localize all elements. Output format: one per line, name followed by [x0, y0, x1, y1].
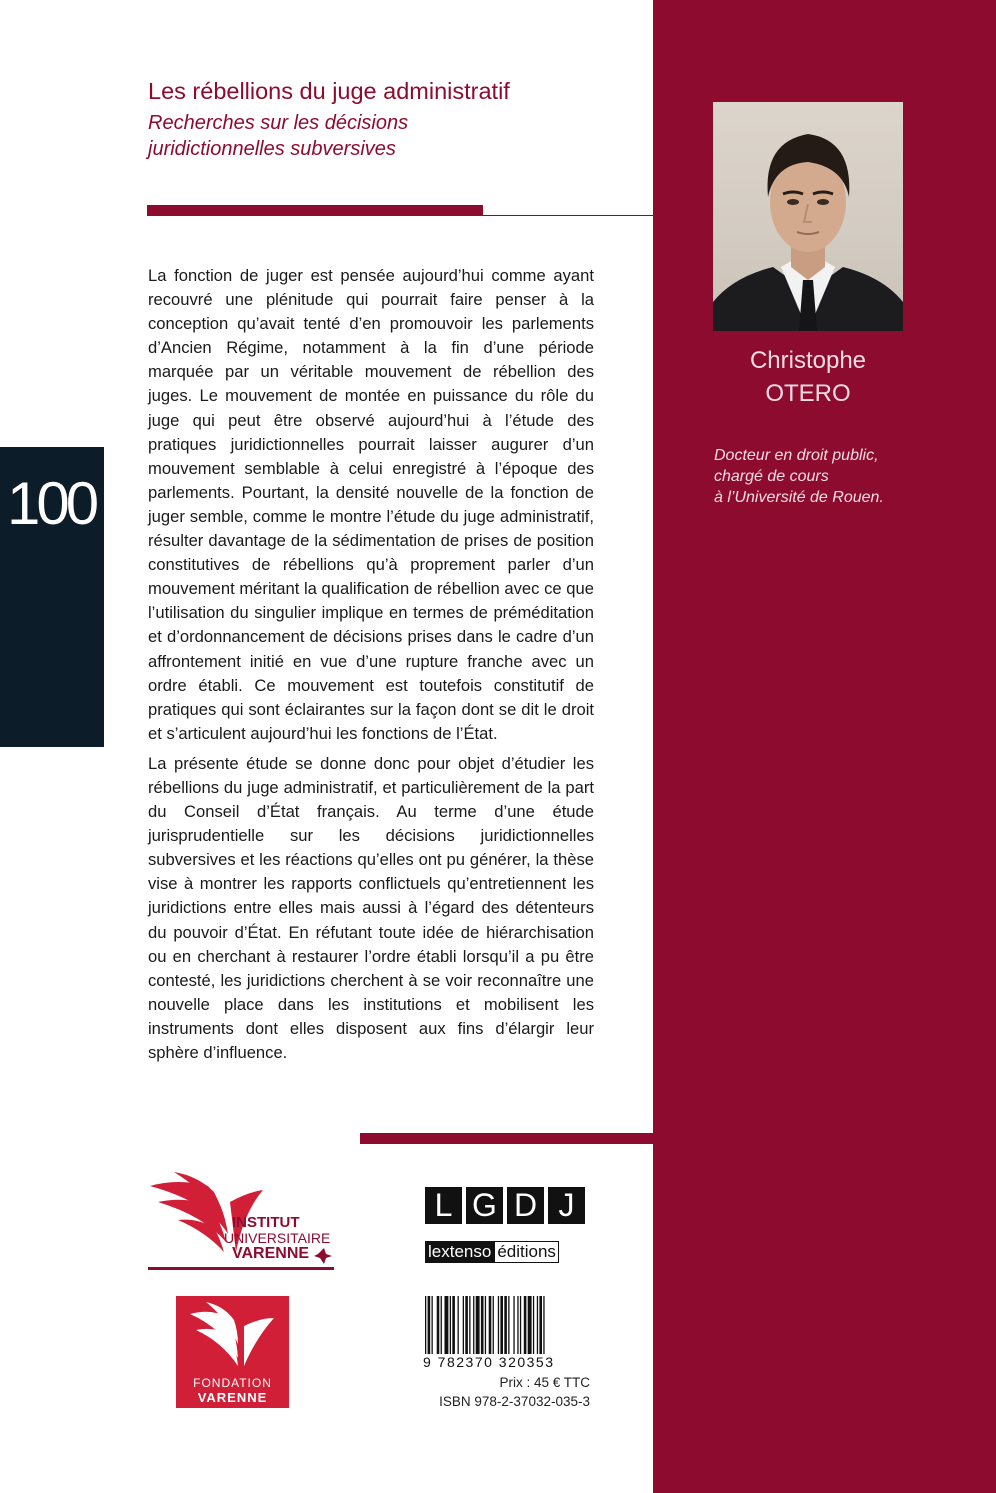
price: Prix : 45 € TTC [499, 1375, 590, 1390]
fondation-bird-icon [176, 1296, 289, 1376]
author-first-name: Christophe [749, 347, 867, 374]
book-subtitle [148, 110, 648, 162]
subtitle-line-1: Recherches sur les décisions [148, 112, 409, 134]
editions-word: éditions [495, 1241, 559, 1263]
author-bio [714, 445, 944, 508]
title-divider [147, 205, 483, 216]
blurb-paragraph-2: La présente étude se donne donc pour objet d’étudier les rébellions du juge administratif, et particulièrement de la part du Conseil d’État français. Au terme d’une étude jurisprudentielle sur les décisions juridictionnelles subversives et les réactions qu’elles ont pu générer, la thèse vise à montrer les rapports conflictuels qu’entretiennent les juridictions entre elles mais aussi à l’égard des détenteurs du pouvoir d’État. En réfutant toute idée de hiérarchisation ou en cherchant à restaurer l’ordre établi lorsqu’il a pu être contesté, les juridictions cherchent à se voir reconnaître une nouvelle place dans les institutions et mobilisent les instruments dont elles disposent aux fins d’élargir leur sphère d’influence. [148, 753, 594, 1062]
lgdj-letter-d: D [507, 1187, 544, 1224]
isbn: ISBN 978-2-37032-035-3 [439, 1394, 590, 1409]
institut-line-3: VARENNE [232, 1245, 310, 1262]
author-bio-line-2: chargé de cours [714, 468, 829, 485]
lextenso-word: lextenso [425, 1241, 495, 1263]
bottom-divider [360, 1133, 653, 1144]
title-divider-thin [483, 215, 653, 216]
collection-number: 100 [7, 470, 96, 537]
subtitle-line-2: juridictionnelles subversives [148, 138, 396, 160]
lgdj-letter-l: L [425, 1187, 462, 1224]
ean-number: 9 782370 320353 [423, 1354, 555, 1370]
blurb-paragraph-1: La fonction de juger est pensée aujourd’hui comme ayant recouvré une plénitude qui pourrait faire penser à la conception qu’avait tenté d’en promouvoir les parlements d’Ancien Régime, notamment à la fin d’une période marquée par un véritable mouvement de rébellion des juges. Le mouvement de montée en puissance du rôle du juge qui peut être observé aujourd’hui à l’étude des pratiques juridictionnelles pourrait laisser augurer d’un mouvement semblable à celui enregistré à l’époque des parlements. Pourtant, la densité nouvelle de la fonction de juger semble, comme le montre l’étude du juge administratif, résulter davantage de la sédimentation de prises de position constitutives de rébellions qu’à proprement parler d’un mouvement méritant la qualification de rébellion avec ce que l’utilisation du singulier implique en termes de préméditation et d’ordonnancement de décisions prises dans le cadre d’un affrontement initié en vue d’une rupture franche avec un ordre établi. Ce mouvement est toutefois constitutif de pratiques qui sont éclairantes sur la façon dont se dit le droit et s’articulent aujourd’hui les fonctions de l’État. [148, 266, 594, 743]
blurb [148, 264, 594, 1071]
lgdj-letter-g: G [466, 1187, 503, 1224]
lgdj-logo [425, 1187, 585, 1224]
institut-line-2: UNIVERSITAIRE [224, 1230, 331, 1246]
fondation-line-2: VARENNE [197, 1390, 268, 1405]
author-bio-line-1: Docteur en droit public, [714, 447, 879, 464]
author-bio-line-3: à l’Université de Rouen. [714, 489, 884, 506]
author-photo [713, 102, 903, 331]
barcode [423, 1296, 588, 1354]
fondation-line-1: FONDATION [193, 1376, 272, 1390]
lgdj-letter-j: J [548, 1187, 585, 1224]
lextenso-logo [425, 1241, 559, 1263]
institut-line-1: INSTITUT [232, 1214, 300, 1231]
author-last-name: OTERO [765, 380, 851, 407]
book-title: Les rébellions du juge administratif [148, 78, 510, 104]
